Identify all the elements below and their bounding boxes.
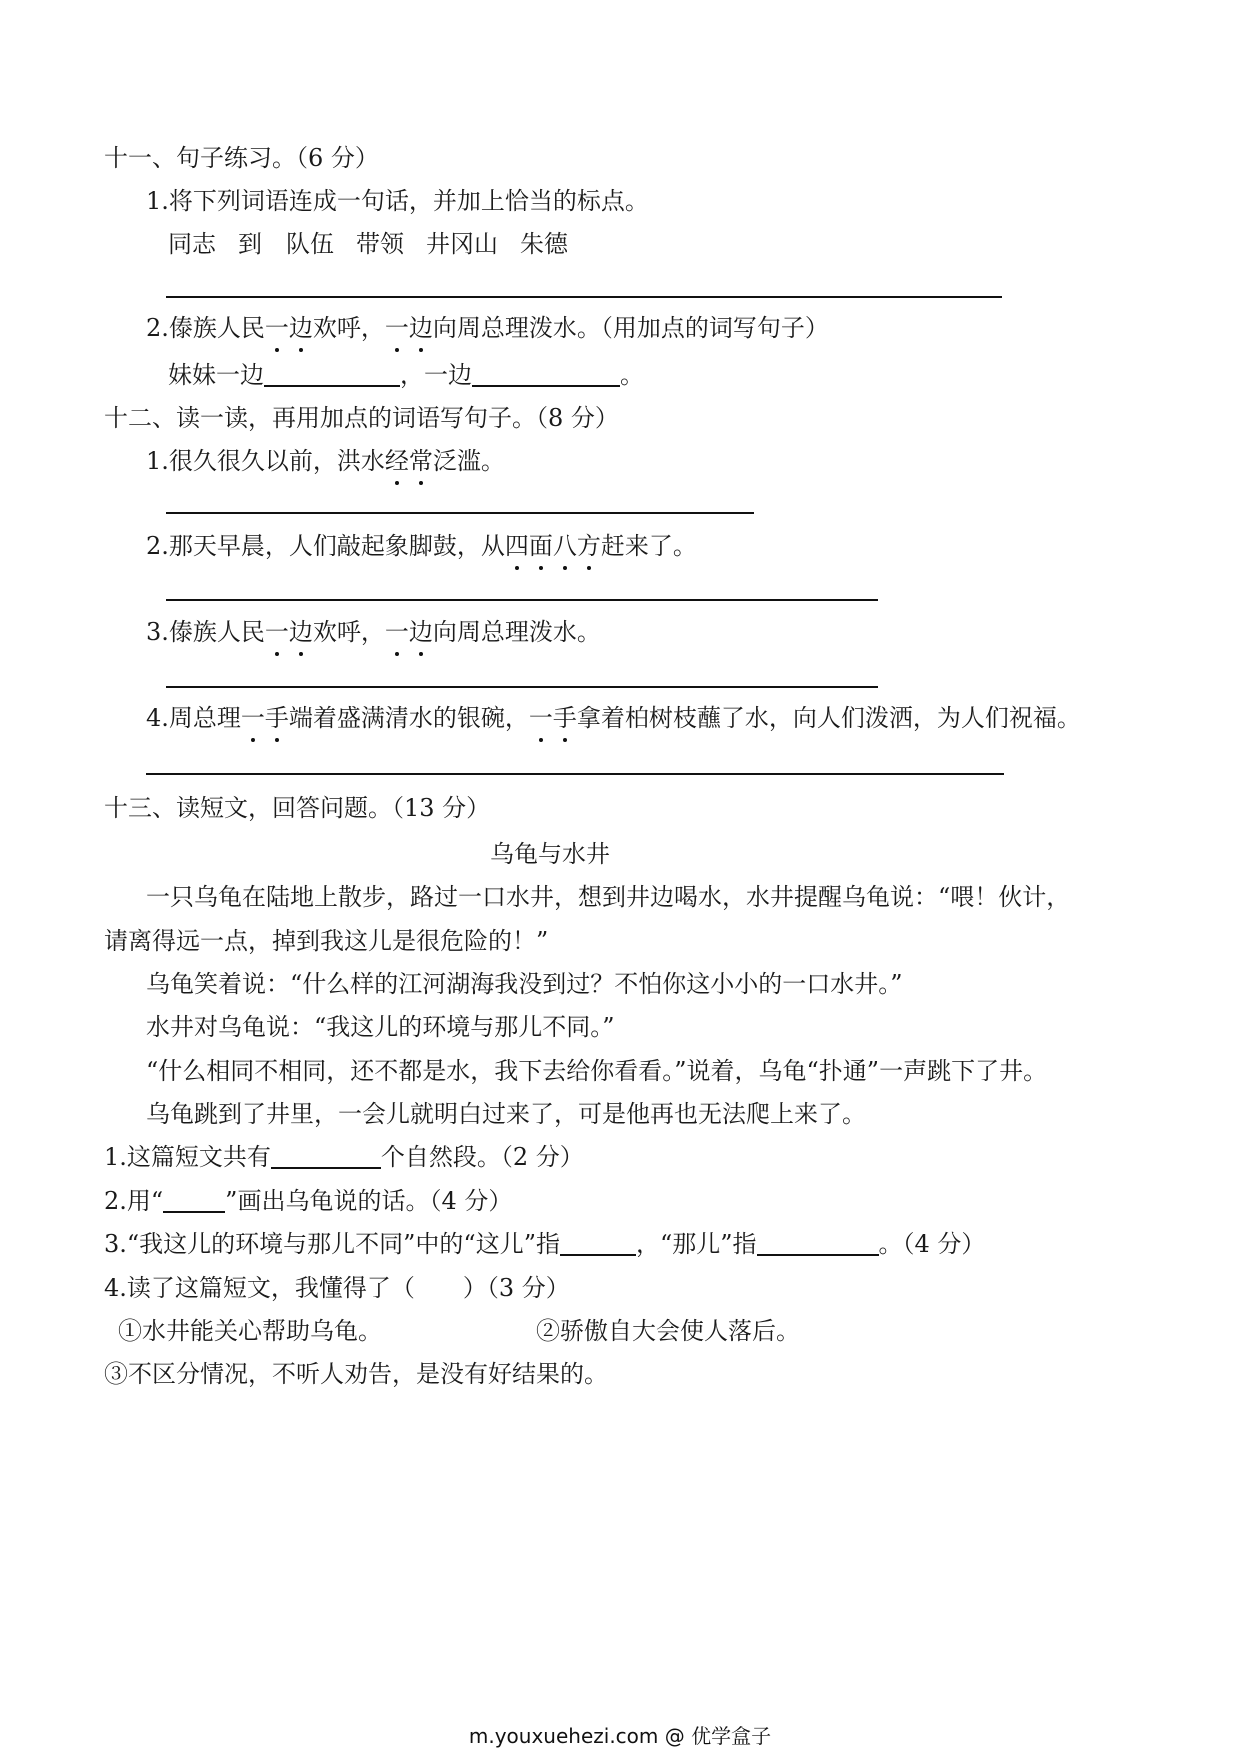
s12-q4 (146, 703, 1081, 733)
word-item: 同志 (168, 230, 216, 258)
text: ”画出乌龟说的话。（4 分） (225, 1187, 513, 1215)
text: ，“那儿”指 (635, 1230, 757, 1258)
s12-q2 (146, 531, 697, 561)
passage-paragraph-1-cont: 请离得远一点，掉到我这儿是很危险的！” (104, 927, 549, 955)
text: 1.这篇短文共有 (104, 1143, 271, 1171)
passage-paragraph-5: 乌龟跳到了井里，一会儿就明白过来了，可是他再也无法爬上来了。 (146, 1100, 866, 1128)
option-2[interactable]: ②骄傲自大会使人落后。 (536, 1317, 800, 1345)
dotted-char: 一 (528, 704, 553, 732)
s11-q2-fill (168, 360, 644, 390)
dotted-char: 手 (264, 704, 289, 732)
text: ，一边 (400, 361, 472, 389)
text: 拿着柏树枝蘸了水，向人们泼洒，为人们祝福。 (576, 704, 1081, 732)
text: 个自然段。（2 分） (380, 1143, 584, 1171)
fill-blank[interactable] (560, 1230, 636, 1256)
s13-q4: 4.读了这篇短文，我懂得了（ ）（3 分） (104, 1274, 570, 1302)
footer-watermark: m.youxuehezi.com @ 优学盒子 (468, 1724, 772, 1748)
text: 3.“我这儿的环境与那儿不同”中的“这儿”指 (104, 1230, 560, 1258)
option-3[interactable]: ③不区分情况，不听人劝告，是没有好结果的。 (104, 1360, 608, 1388)
word-item: 井冈山 (426, 230, 498, 258)
dotted-char: 边 (408, 618, 433, 646)
text: 4.周总理 (146, 704, 241, 732)
fill-blank[interactable] (757, 1230, 879, 1256)
s13-q1 (104, 1142, 584, 1172)
text: 1.很久很久以前，洪水 (146, 447, 385, 475)
dotted-char: 一 (384, 314, 409, 342)
passage-title: 乌龟与水井 (490, 840, 610, 868)
answer-line[interactable] (166, 512, 754, 514)
section-12-heading: 十二、读一读，再用加点的词语写句子。（8 分） (104, 404, 619, 432)
answer-line[interactable] (166, 599, 878, 601)
s13-q3 (104, 1229, 985, 1259)
text: 向周总理泼水。（用加点的词写句子） (432, 314, 829, 342)
s13-q2 (104, 1186, 512, 1216)
s11-q1-prompt: 1.将下列词语连成一句话，并加上恰当的标点。 (146, 187, 649, 215)
section-11-heading: 十一、句子练习。（6 分） (104, 144, 379, 172)
dotted-char: 一 (264, 314, 289, 342)
text: 泛滥。 (432, 447, 505, 475)
text: 3.傣族人民 (146, 618, 265, 646)
fill-blank[interactable] (472, 361, 620, 387)
text: 2.用“ (104, 1187, 164, 1215)
dotted-char: 方 (576, 532, 601, 560)
passage-paragraph-1: 一只乌龟在陆地上散步，路过一口水井，想到井边喝水，水井提醒乌龟说：“喂！伙计， (146, 883, 1071, 911)
fill-blank[interactable] (271, 1143, 381, 1169)
dotted-char: 经 (384, 447, 409, 475)
option-1[interactable]: ①水井能关心帮助乌龟。 (118, 1317, 382, 1345)
s11-q2-prompt (146, 313, 829, 343)
word-item: 队伍 (286, 230, 334, 258)
text: 欢呼， (312, 314, 385, 342)
section-13-heading: 十三、读短文，回答问题。（13 分） (104, 794, 491, 822)
word-item: 朱德 (520, 230, 568, 258)
passage-paragraph-3: 水井对乌龟说：“我这儿的环境与那儿不同。” (146, 1013, 615, 1041)
dotted-char: 常 (408, 447, 433, 475)
passage-paragraph-4: “什么相同不相同，还不都是水，我下去给你看看。”说着，乌龟“扑通”一声跳下了井。 (146, 1057, 1048, 1085)
s11-q1-word-list (168, 229, 568, 259)
text: 欢呼， (312, 618, 385, 646)
fill-blank[interactable] (163, 1187, 225, 1213)
text: 。（4 分） (878, 1230, 986, 1258)
dotted-char: 边 (408, 314, 433, 342)
dotted-char: 一 (264, 618, 289, 646)
text: 赶来了。 (600, 532, 697, 560)
word-item: 到 (238, 230, 262, 258)
text: 。 (620, 361, 644, 389)
fill-blank[interactable] (264, 361, 400, 387)
dotted-char: 一 (384, 618, 409, 646)
answer-line[interactable] (166, 296, 1002, 298)
s12-q1 (146, 446, 505, 476)
answer-line[interactable] (166, 686, 878, 688)
text: 端着盛满清水的银碗， (288, 704, 529, 732)
dotted-char: 边 (288, 618, 313, 646)
dotted-char: 一 (240, 704, 265, 732)
answer-line[interactable] (146, 773, 1004, 775)
text: 向周总理泼水。 (432, 618, 601, 646)
text: 2.那天早晨，人们敲起象脚鼓，从 (146, 532, 505, 560)
dotted-char: 边 (288, 314, 313, 342)
text: 妹妹一边 (168, 361, 264, 389)
dotted-char: 手 (552, 704, 577, 732)
dotted-char: 面 (528, 532, 553, 560)
dotted-char: 八 (552, 532, 577, 560)
dotted-char: 四 (504, 532, 529, 560)
passage-paragraph-2: 乌龟笑着说：“什么样的江河湖海我没到过？不怕你这小小的一口水井。” (146, 970, 903, 998)
s12-q3 (146, 617, 601, 647)
text: 2.傣族人民 (146, 314, 265, 342)
word-item: 带领 (356, 230, 404, 258)
